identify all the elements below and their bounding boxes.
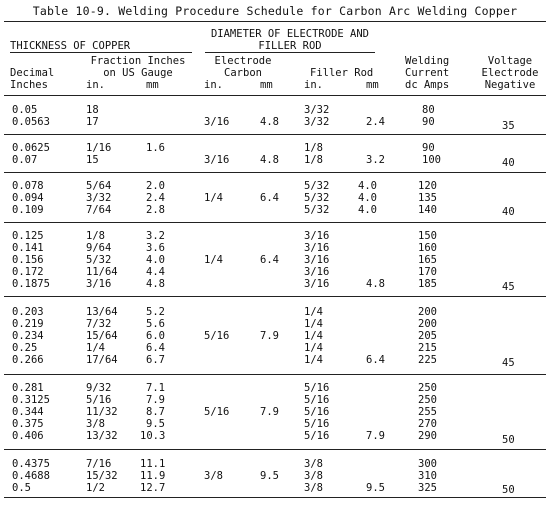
decimal-cell: 0.25 (12, 342, 38, 354)
decimal-cell: 0.094 (12, 192, 44, 204)
fraction-in-cell: 18 (86, 104, 99, 116)
current-header-line2: Current (405, 67, 450, 79)
filler-in-cell: 5/16 (304, 406, 330, 418)
voltage-cell: 35 (502, 120, 515, 132)
filler-in-cell: 1/4 (304, 342, 323, 354)
group-separator (4, 374, 546, 375)
electrode-mm-cell: 4.8 (260, 116, 279, 128)
diameter-group-header-line1: DIAMETER OF ELECTRODE AND (210, 28, 370, 40)
filler-in-cell: 1/8 (304, 154, 323, 166)
filler-mm-cell: 7.9 (366, 430, 385, 442)
decimal-cell: 0.234 (12, 330, 44, 342)
current-cell: 120 (418, 180, 437, 192)
fraction-in-cell: 9/32 (86, 382, 112, 394)
current-cell: 200 (418, 306, 437, 318)
fraction-mm-cell: 6.0 (146, 330, 165, 342)
decimal-cell: 0.4688 (12, 470, 50, 482)
fraction-in-cell: 17 (86, 116, 99, 128)
filler-rod-header: Filler Rod (310, 67, 374, 79)
filler-in-cell: 3/16 (304, 230, 330, 242)
table-row (0, 104, 550, 116)
current-cell: 215 (418, 342, 437, 354)
fraction-in-cell: 13/32 (86, 430, 118, 442)
decimal-cell: 0.3125 (12, 394, 50, 406)
filler-mm-cell: 4.0 (358, 192, 377, 204)
fraction-mm-cell: 6.4 (146, 342, 165, 354)
thickness-group-header: THICKNESS OF COPPER (10, 40, 131, 52)
table-row (0, 354, 550, 366)
fraction-mm-cell: 1.6 (146, 142, 165, 154)
table-row (0, 382, 550, 394)
fraction-mm-cell: 2.8 (146, 204, 165, 216)
decimal-cell: 0.281 (12, 382, 44, 394)
fraction-in-cell: 1/8 (86, 230, 105, 242)
decimal-cell: 0.266 (12, 354, 44, 366)
decimal-cell: 0.406 (12, 430, 44, 442)
electrode-in-cell: 5/16 (204, 330, 230, 342)
current-cell: 310 (418, 470, 437, 482)
table-row (0, 266, 550, 278)
table-row (0, 394, 550, 406)
current-cell: 100 (422, 154, 441, 166)
voltage-cell: 50 (502, 484, 515, 496)
decimal-cell: 0.0625 (12, 142, 50, 154)
table-row (0, 204, 550, 216)
voltage-header-line3: Negative (484, 79, 536, 91)
fraction-mm-cell: 9.5 (146, 418, 165, 430)
fraction-mm-cell: 2.4 (146, 192, 165, 204)
table-row (0, 342, 550, 354)
fraction-in-cell: 3/16 (86, 278, 112, 290)
fraction-header-line2: on US Gauge (103, 67, 173, 79)
fraction-mm-cell: 3.6 (146, 242, 165, 254)
filler-mm-cell: 4.8 (366, 278, 385, 290)
current-cell: 205 (418, 330, 437, 342)
fraction-in-cell: 9/64 (86, 242, 112, 254)
filler-in-header: in. (304, 79, 323, 91)
electrode-in-cell: 5/16 (204, 406, 230, 418)
electrode-mm-header: mm (260, 79, 273, 91)
current-cell: 270 (418, 418, 437, 430)
filler-in-cell: 5/16 (304, 382, 330, 394)
table-row (0, 242, 550, 254)
current-cell: 200 (418, 318, 437, 330)
decimal-cell: 0.078 (12, 180, 44, 192)
current-cell: 150 (418, 230, 437, 242)
filler-in-cell: 3/8 (304, 482, 323, 494)
filler-in-cell: 1/4 (304, 306, 323, 318)
decimal-cell: 0.109 (12, 204, 44, 216)
current-header-line1: Welding (405, 55, 450, 67)
group-separator (4, 449, 546, 450)
fraction-mm-cell: 11.1 (140, 458, 166, 470)
fraction-mm-cell: 5.2 (146, 306, 165, 318)
filler-in-cell: 1/8 (304, 142, 323, 154)
current-cell: 300 (418, 458, 437, 470)
table-row (0, 318, 550, 330)
current-cell: 165 (418, 254, 437, 266)
table-row (0, 306, 550, 318)
current-cell: 250 (418, 382, 437, 394)
electrode-in-cell: 3/16 (204, 116, 230, 128)
filler-mm-header: mm (366, 79, 379, 91)
fraction-in-cell: 1/4 (86, 342, 105, 354)
voltage-cell: 45 (502, 357, 515, 369)
fraction-mm-cell: 6.7 (146, 354, 165, 366)
voltage-cell: 45 (502, 281, 515, 293)
electrode-header-line1: Electrode (214, 55, 272, 67)
current-header-line3: dc Amps (405, 79, 450, 91)
current-cell: 225 (418, 354, 437, 366)
filler-mm-cell: 9.5 (366, 482, 385, 494)
filler-in-cell: 3/32 (304, 104, 330, 116)
fraction-in-cell: 1/16 (86, 142, 112, 154)
electrode-in-cell: 3/16 (204, 154, 230, 166)
decimal-cell: 0.156 (12, 254, 44, 266)
decimal-cell: 0.0563 (12, 116, 50, 128)
filler-in-cell: 5/16 (304, 394, 330, 406)
fraction-mm-cell: 4.8 (146, 278, 165, 290)
electrode-mm-cell: 6.4 (260, 192, 279, 204)
header-bottom-rule (4, 95, 546, 96)
electrode-in-cell: 1/4 (204, 192, 223, 204)
table-row (0, 278, 550, 290)
fraction-in-cell: 11/32 (86, 406, 118, 418)
electrode-mm-cell: 7.9 (260, 330, 279, 342)
voltage-cell: 50 (502, 434, 515, 446)
fraction-mm-cell: 2.0 (146, 180, 165, 192)
decimal-cell: 0.141 (12, 242, 44, 254)
voltage-cell: 40 (502, 157, 515, 169)
filler-in-cell: 3/8 (304, 458, 323, 470)
decimal-header-line1: Decimal (10, 67, 55, 79)
current-cell: 90 (422, 116, 435, 128)
fraction-mm-header: mm (146, 79, 159, 91)
title-rule (4, 21, 546, 22)
electrode-in-cell: 3/8 (204, 470, 223, 482)
current-cell: 90 (422, 142, 435, 154)
electrode-mm-cell: 6.4 (260, 254, 279, 266)
fraction-mm-cell: 3.2 (146, 230, 165, 242)
decimal-cell: 0.203 (12, 306, 44, 318)
filler-in-cell: 5/16 (304, 418, 330, 430)
decimal-cell: 0.172 (12, 266, 44, 278)
voltage-header-line1: Voltage (487, 55, 533, 67)
current-cell: 170 (418, 266, 437, 278)
group-separator (4, 222, 546, 223)
electrode-mm-cell: 4.8 (260, 154, 279, 166)
filler-mm-cell: 4.0 (358, 180, 377, 192)
fraction-mm-cell: 10.3 (140, 430, 166, 442)
filler-in-cell: 3/16 (304, 278, 330, 290)
fraction-in-cell: 3/32 (86, 192, 112, 204)
decimal-cell: 0.375 (12, 418, 44, 430)
filler-in-cell: 3/8 (304, 470, 323, 482)
electrode-header-line2: Carbon (224, 67, 262, 79)
diameter-group-underline (205, 52, 375, 53)
electrode-mm-cell: 9.5 (260, 470, 279, 482)
fraction-in-cell: 13/64 (86, 306, 118, 318)
decimal-cell: 0.05 (12, 104, 38, 116)
filler-in-cell: 3/32 (304, 116, 330, 128)
group-separator (4, 296, 546, 297)
fraction-in-cell: 15/32 (86, 470, 118, 482)
decimal-cell: 0.5 (12, 482, 31, 494)
decimal-header-line2: Inches (10, 79, 48, 91)
electrode-in-cell: 1/4 (204, 254, 223, 266)
current-cell: 135 (418, 192, 437, 204)
current-cell: 250 (418, 394, 437, 406)
current-cell: 160 (418, 242, 437, 254)
table-title: Table 10-9. Welding Procedure Schedule for Carbon Arc Welding Copper (32, 4, 518, 18)
current-cell: 255 (418, 406, 437, 418)
fraction-mm-cell: 7.1 (146, 382, 165, 394)
table-row (0, 230, 550, 242)
filler-in-cell: 5/32 (304, 192, 330, 204)
decimal-cell: 0.344 (12, 406, 44, 418)
fraction-in-cell: 17/64 (86, 354, 118, 366)
filler-in-cell: 5/32 (304, 204, 330, 216)
fraction-in-cell: 1/2 (86, 482, 105, 494)
decimal-cell: 0.125 (12, 230, 44, 242)
decimal-cell: 0.4375 (12, 458, 50, 470)
filler-in-cell: 3/16 (304, 266, 330, 278)
current-cell: 325 (418, 482, 437, 494)
fraction-mm-cell: 11.9 (140, 470, 166, 482)
electrode-in-header: in. (204, 79, 223, 91)
filler-mm-cell: 3.2 (366, 154, 385, 166)
table-row (0, 142, 550, 154)
fraction-mm-cell: 5.6 (146, 318, 165, 330)
fraction-mm-cell: 8.7 (146, 406, 165, 418)
fraction-in-cell: 15/64 (86, 330, 118, 342)
fraction-mm-cell: 4.4 (146, 266, 165, 278)
filler-in-cell: 3/16 (304, 254, 330, 266)
fraction-in-cell: 5/64 (86, 180, 112, 192)
table-row (0, 482, 550, 494)
fraction-in-cell: 5/16 (86, 394, 112, 406)
filler-mm-cell: 4.0 (358, 204, 377, 216)
current-cell: 185 (418, 278, 437, 290)
filler-mm-cell: 2.4 (366, 116, 385, 128)
decimal-cell: 0.1875 (12, 278, 50, 290)
fraction-in-header: in. (86, 79, 105, 91)
electrode-mm-cell: 7.9 (260, 406, 279, 418)
fraction-in-cell: 5/32 (86, 254, 112, 266)
decimal-cell: 0.07 (12, 154, 38, 166)
table-row (0, 180, 550, 192)
fraction-in-cell: 7/16 (86, 458, 112, 470)
filler-in-cell: 5/16 (304, 430, 330, 442)
fraction-in-cell: 3/8 (86, 418, 105, 430)
fraction-mm-cell: 7.9 (146, 394, 165, 406)
group-separator (4, 172, 546, 173)
voltage-header-line2: Electrode (481, 67, 539, 79)
table-row (0, 458, 550, 470)
current-cell: 80 (422, 104, 435, 116)
fraction-in-cell: 7/32 (86, 318, 112, 330)
filler-in-cell: 1/4 (304, 330, 323, 342)
table-row (0, 418, 550, 430)
fraction-in-cell: 7/64 (86, 204, 112, 216)
table-row (0, 430, 550, 442)
fraction-in-cell: 15 (86, 154, 99, 166)
fraction-in-cell: 11/64 (86, 266, 118, 278)
voltage-cell: 40 (502, 206, 515, 218)
fraction-mm-cell: 4.0 (146, 254, 165, 266)
filler-in-cell: 3/16 (304, 242, 330, 254)
filler-mm-cell: 6.4 (366, 354, 385, 366)
filler-in-cell: 1/4 (304, 354, 323, 366)
thickness-group-underline (10, 52, 192, 53)
filler-in-cell: 1/4 (304, 318, 323, 330)
fraction-header-line1: Fraction Inches (90, 55, 186, 67)
group-separator (4, 134, 546, 135)
table-bottom-rule (4, 497, 546, 498)
current-cell: 140 (418, 204, 437, 216)
decimal-cell: 0.219 (12, 318, 44, 330)
filler-in-cell: 5/32 (304, 180, 330, 192)
current-cell: 290 (418, 430, 437, 442)
diameter-group-header-line2: FILLER ROD (258, 40, 322, 52)
fraction-mm-cell: 12.7 (140, 482, 166, 494)
